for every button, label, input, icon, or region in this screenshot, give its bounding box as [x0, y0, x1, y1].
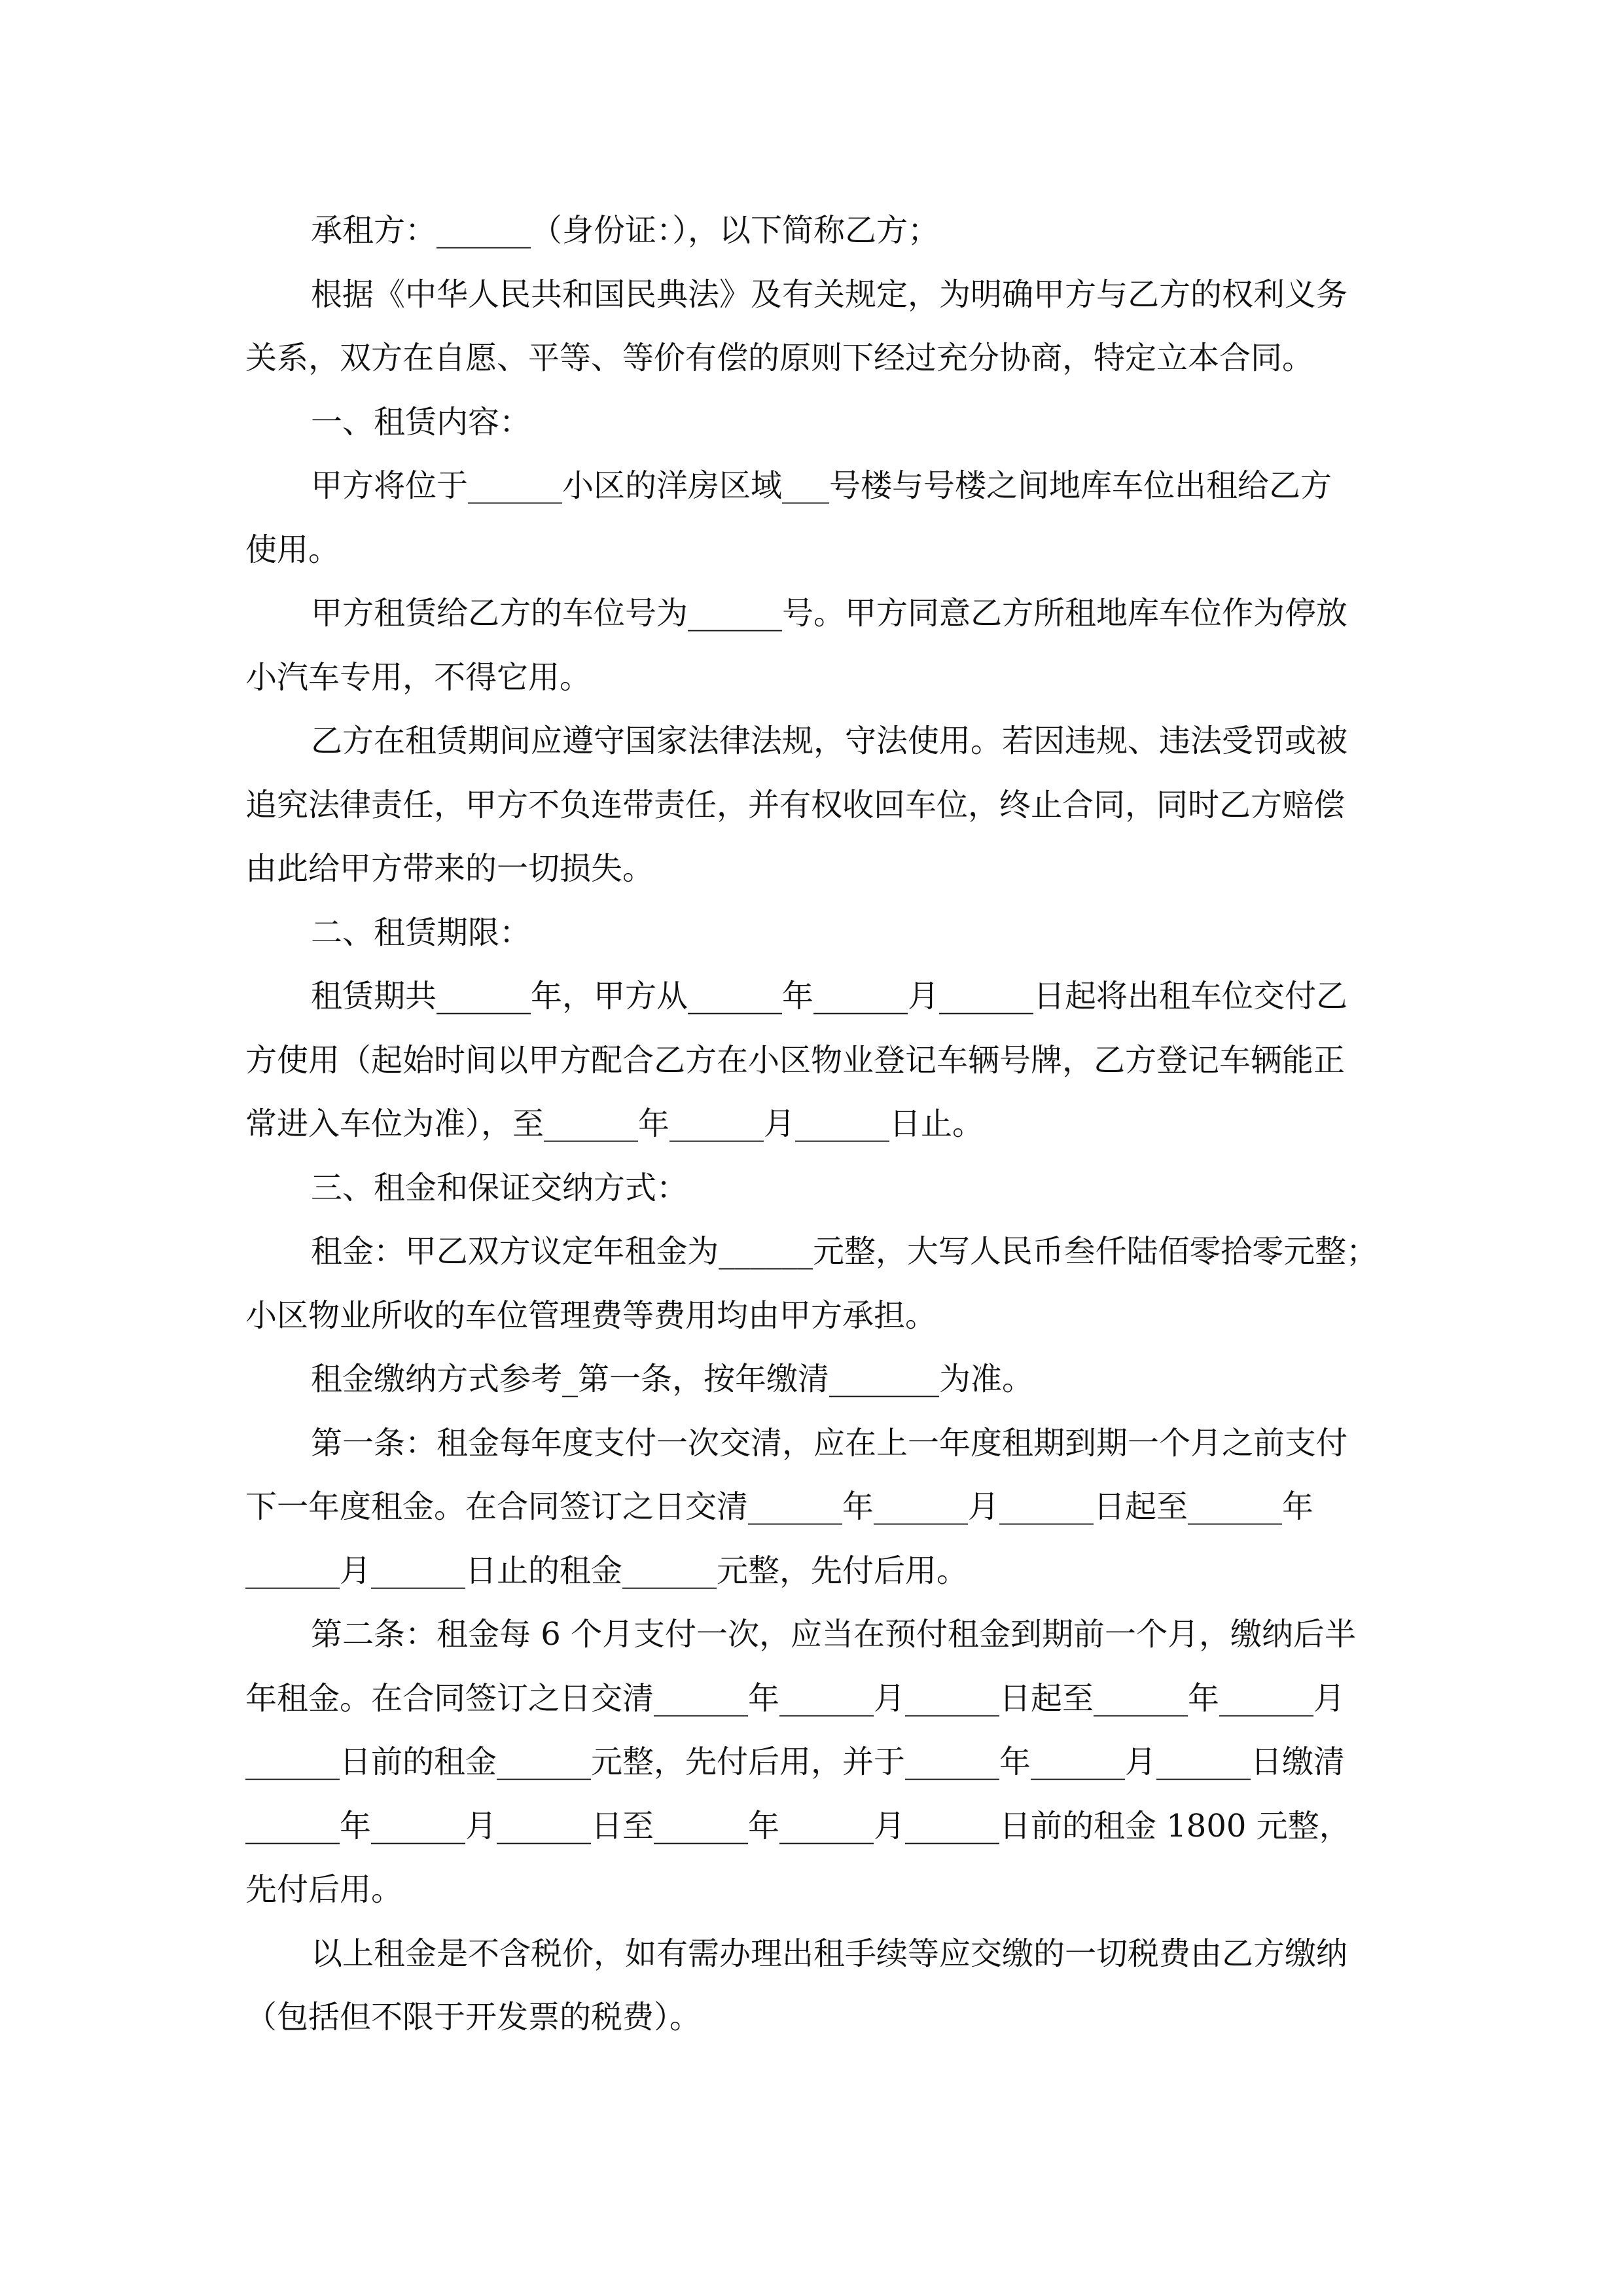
text-line: 甲方将位于______小区的洋房区域___号楼与号楼之间地库车位出租给乙方 — [311, 467, 1332, 504]
text-line: 租金缴纳方式参考_第一条，按年缴清_______为准。 — [311, 1361, 1034, 1397]
text-line: 下一年度租金。在合同签订之日交清______年______月______日起至______年 — [245, 1488, 1314, 1525]
text-line: 由此给甲方带来的一切损失。 — [245, 850, 654, 887]
text-line: 三、租金和保证交纳方式： — [311, 1170, 688, 1206]
text-line: 第一条：租金每年度支付一次交清，应在上一年度租期到期一个月之前支付 — [311, 1425, 1348, 1462]
text-line: 第二条：租金每 6 个月支付一次，应当在预付租金到期前一个月，缴纳后半 — [311, 1616, 1357, 1653]
text-line: （包括但不限于开发票的税费）。 — [245, 1999, 702, 2036]
text-line: 乙方在租赁期间应遵守国家法律法规，守法使用。若因违规、违法受罚或被 — [311, 723, 1348, 759]
text-line: 以上租金是不含税价，如有需办理出租手续等应交缴的一切税费由乙方缴纳 — [311, 1935, 1348, 1972]
text-line: 承租方：______（身份证：），以下简称乙方； — [311, 212, 940, 249]
text-line: 先付后用。 — [245, 1871, 403, 1908]
text-line: 甲方租赁给乙方的车位号为______号。甲方同意乙方所租地库车位作为停放 — [311, 595, 1348, 632]
text-line: ______月______日止的租金______元整，先付后用。 — [245, 1552, 969, 1589]
text-line: 使用。 — [245, 531, 340, 568]
text-line: ______日前的租金______元整，先付后用，并于______年______月______日缴清 — [245, 1744, 1346, 1780]
text-line: 常进入车位为准），至______年______月______日止。 — [245, 1105, 984, 1142]
text-line: 方使用（起始时间以甲方配合乙方在小区物业登记车辆号牌，乙方登记车辆能正 — [245, 1042, 1346, 1079]
text-line: 一、租赁内容： — [311, 404, 531, 440]
text-line: 小汽车专用，不得它用。 — [245, 659, 592, 696]
text-line: 关系，双方在自愿、平等、等价有偿的原则下经过充分协商，特定立本合同。 — [245, 340, 1314, 376]
text-line: 二、租赁期限： — [311, 914, 531, 951]
text-line: 根据《中华人民共和国民典法》及有关规定，为明确甲方与乙方的权利义务 — [311, 276, 1348, 313]
text-line: 租金：甲乙双方议定年租金为______元整，大写人民币叁仟陆佰零拾零元整； — [311, 1233, 1378, 1270]
text-line: ______年______月______日至______年______月______日前的租金 1800 元整， — [245, 1808, 1351, 1844]
text-line: 追究法律责任，甲方不负连带责任，并有权收回车位，终止合同，同时乙方赔偿 — [245, 787, 1346, 823]
text-line: 年租金。在合同签订之日交清______年______月______日起至______年______月 — [245, 1680, 1346, 1717]
text-line: 小区物业所收的车位管理费等费用均由甲方承担。 — [245, 1297, 937, 1334]
text-line: 租赁期共______年，甲方从______年______月______日起将出租车位交付乙 — [311, 978, 1348, 1014]
